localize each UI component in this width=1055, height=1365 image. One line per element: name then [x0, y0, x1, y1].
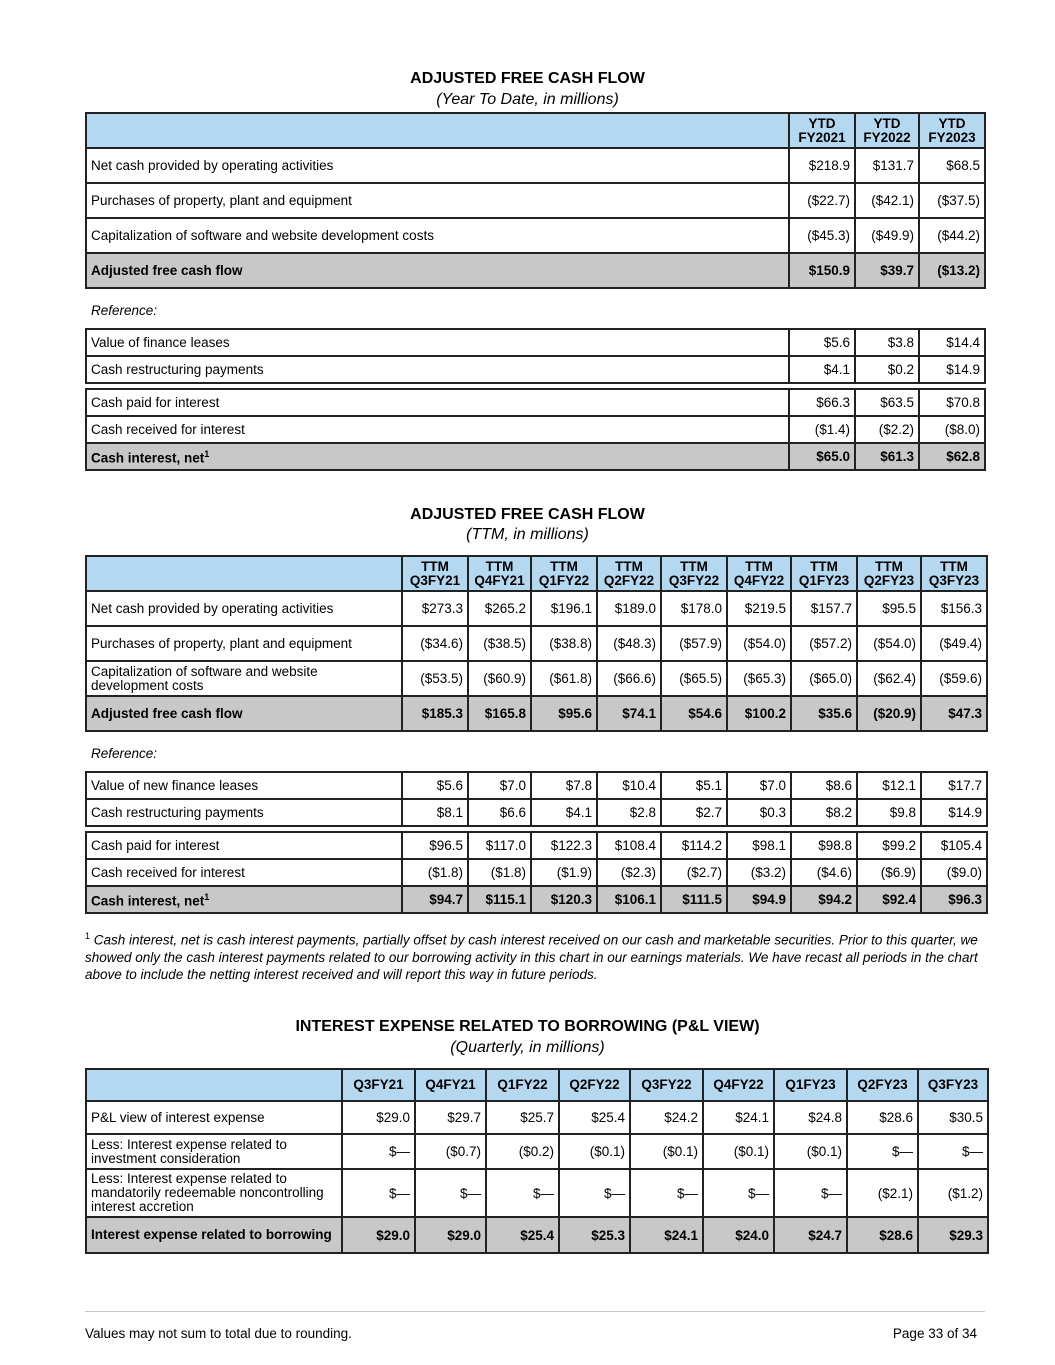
- value-cell: ($0.1): [630, 1134, 703, 1169]
- table-row: [86, 799, 987, 826]
- value-cell: $14.4: [919, 329, 985, 356]
- column-header-line: TTM: [745, 558, 773, 574]
- value-cell: $8.6: [791, 772, 857, 799]
- value-cell: $96.3: [921, 886, 987, 913]
- row-label-text: Net cash provided by operating activities: [91, 157, 334, 173]
- value-cell: $157.7: [791, 591, 857, 626]
- value-cell: $165.8: [468, 696, 531, 731]
- value-cell: $68.5: [919, 148, 985, 183]
- value-cell: $3.8: [855, 329, 919, 356]
- footnote-marker: 1: [85, 931, 91, 941]
- value-cell: ($66.6): [597, 661, 661, 696]
- value-cell: $74.1: [597, 696, 661, 731]
- ttm-table: [85, 555, 988, 732]
- row-label-text: Adjusted free cash flow: [91, 705, 243, 721]
- value-cell: ($49.4): [921, 626, 987, 661]
- row-label: [86, 696, 402, 731]
- value-cell: $47.3: [921, 696, 987, 731]
- column-header-line: TTM: [940, 558, 968, 574]
- value-cell: $—: [703, 1169, 774, 1217]
- column-header: [661, 556, 727, 591]
- value-cell: $117.0: [468, 832, 531, 859]
- ytd-title: ADJUSTED FREE CASH FLOW: [410, 70, 645, 87]
- row-label-text: Net cash provided by operating activities: [91, 600, 334, 616]
- row-label: [86, 626, 402, 661]
- value-cell: ($57.9): [661, 626, 727, 661]
- value-cell: $218.9: [789, 148, 855, 183]
- row-label-text: Adjusted free cash flow: [91, 262, 243, 278]
- column-header-line: TTM: [615, 558, 643, 574]
- value-cell: $65.0: [789, 443, 855, 470]
- value-cell: $98.1: [727, 832, 791, 859]
- value-cell: ($0.2): [486, 1134, 559, 1169]
- value-cell: $95.6: [531, 696, 597, 731]
- row-label: [86, 799, 402, 826]
- row-label-text: Cash restructuring payments: [91, 361, 264, 377]
- value-cell: $29.0: [342, 1217, 415, 1253]
- value-cell: ($0.1): [774, 1134, 847, 1169]
- column-header-line: YTD: [938, 115, 966, 131]
- value-cell: $24.1: [703, 1101, 774, 1134]
- value-cell: $92.4: [857, 886, 921, 913]
- table-row: [86, 218, 985, 253]
- column-header-line: FY2021: [798, 129, 846, 145]
- value-cell: $24.7: [774, 1217, 847, 1253]
- column-header-line: TTM: [810, 558, 838, 574]
- column-header-line: Q3FY23: [928, 572, 980, 588]
- column-header: [921, 556, 987, 591]
- value-cell: $96.5: [402, 832, 468, 859]
- row-label: [86, 443, 789, 470]
- value-cell: $94.2: [791, 886, 857, 913]
- column-header: [789, 113, 855, 148]
- value-cell: ($54.0): [727, 626, 791, 661]
- value-cell: ($0.7): [415, 1134, 486, 1169]
- value-cell: ($20.9): [857, 696, 921, 731]
- table-row: [86, 416, 985, 443]
- value-cell: ($45.3): [789, 218, 855, 253]
- value-cell: $106.1: [597, 886, 661, 913]
- column-header-line: Q2FY23: [863, 572, 915, 588]
- value-cell: ($2.7): [661, 859, 727, 886]
- value-cell: ($60.9): [468, 661, 531, 696]
- row-label: [86, 253, 789, 288]
- value-cell: ($22.7): [789, 183, 855, 218]
- table-row: [86, 859, 987, 886]
- column-header: [919, 113, 985, 148]
- value-cell: ($54.0): [857, 626, 921, 661]
- row-label-text: Less: Interest expense related to mandatorily redeemable noncontrolling interest accretion: [91, 1171, 324, 1214]
- row-label: [86, 356, 789, 383]
- column-header: [402, 556, 468, 591]
- value-cell: $—: [630, 1169, 703, 1217]
- value-cell: $—: [847, 1134, 918, 1169]
- table-row: [86, 1169, 988, 1217]
- value-cell: ($65.3): [727, 661, 791, 696]
- value-cell: ($2.3): [597, 859, 661, 886]
- value-cell: $—: [774, 1169, 847, 1217]
- column-header: Q1FY22: [486, 1069, 559, 1101]
- row-label-text: Cash restructuring payments: [91, 804, 264, 820]
- value-cell: $29.0: [415, 1217, 486, 1253]
- column-header-line: Q2FY22: [603, 572, 655, 588]
- value-cell: $—: [486, 1169, 559, 1217]
- row-label: [86, 329, 789, 356]
- value-cell: $6.6: [468, 799, 531, 826]
- row-label-text: Value of new finance leases: [91, 777, 259, 793]
- ytd-table: [85, 112, 986, 289]
- row-label: [86, 148, 789, 183]
- total-row: [86, 253, 985, 288]
- column-header-line: YTD: [873, 115, 901, 131]
- row-label: [86, 832, 402, 859]
- ttm-subtitle: (TTM, in millions): [466, 526, 589, 543]
- value-cell: $5.1: [661, 772, 727, 799]
- value-cell: $—: [342, 1169, 415, 1217]
- column-header-line: FY2023: [928, 129, 976, 145]
- table-row: [86, 832, 987, 859]
- column-header-line: Q1FY23: [798, 572, 850, 588]
- value-cell: $—: [559, 1169, 630, 1217]
- row-label: [86, 183, 789, 218]
- row-label: [86, 772, 402, 799]
- value-cell: $25.4: [559, 1101, 630, 1134]
- value-cell: $5.6: [402, 772, 468, 799]
- footnote: [85, 928, 990, 983]
- row-label: [86, 886, 402, 913]
- value-cell: $131.7: [855, 148, 919, 183]
- column-header: [531, 556, 597, 591]
- value-cell: ($65.5): [661, 661, 727, 696]
- column-header-line: TTM: [680, 558, 708, 574]
- value-cell: $94.7: [402, 886, 468, 913]
- value-cell: $24.0: [703, 1217, 774, 1253]
- value-cell: ($2.1): [847, 1169, 918, 1217]
- column-header-line: Q4FY21: [474, 572, 525, 588]
- table-row: [86, 329, 985, 356]
- value-cell: $14.9: [921, 799, 987, 826]
- value-cell: $189.0: [597, 591, 661, 626]
- column-header: [855, 113, 919, 148]
- row-label-text: Value of finance leases: [91, 334, 230, 350]
- value-cell: ($62.4): [857, 661, 921, 696]
- row-label-text: Less: Interest expense related to investment consideration: [91, 1136, 287, 1166]
- value-cell: ($38.8): [531, 626, 597, 661]
- value-cell: $115.1: [468, 886, 531, 913]
- table-row: [86, 626, 987, 661]
- column-header-line: Q3FY22: [668, 572, 720, 588]
- value-cell: $28.6: [847, 1101, 918, 1134]
- value-cell: $122.3: [531, 832, 597, 859]
- column-header-line: Q1FY22: [538, 572, 590, 588]
- value-cell: $8.1: [402, 799, 468, 826]
- column-header: [597, 556, 661, 591]
- value-cell: $35.6: [791, 696, 857, 731]
- value-cell: $8.2: [791, 799, 857, 826]
- value-cell: $—: [415, 1169, 486, 1217]
- value-cell: ($1.4): [789, 416, 855, 443]
- column-header-line: TTM: [485, 558, 514, 574]
- value-cell: $10.4: [597, 772, 661, 799]
- row-label: [86, 1169, 342, 1217]
- total-row: [86, 443, 985, 470]
- value-cell: $62.8: [919, 443, 985, 470]
- value-cell: ($48.3): [597, 626, 661, 661]
- value-cell: $4.1: [531, 799, 597, 826]
- value-cell: ($53.5): [402, 661, 468, 696]
- value-cell: ($4.6): [791, 859, 857, 886]
- value-cell: $120.3: [531, 886, 597, 913]
- column-header: Q1FY23: [774, 1069, 847, 1101]
- value-cell: $0.3: [727, 799, 791, 826]
- value-cell: $24.2: [630, 1101, 703, 1134]
- value-cell: ($1.8): [402, 859, 468, 886]
- row-label-text: Cash received for interest: [91, 421, 245, 437]
- footnote-text: Cash interest, net is cash interest payments, partially offset by cash interest received on our cash and marketable securities. Prior to this quarter, we showed only the cash interest payments related to our borrowing activity in this chart in our earnings materials. We have recast all periods in the chart above to include the netting interest received and will report this way in future periods.: [85, 932, 978, 982]
- column-header-line: YTD: [808, 115, 836, 131]
- ttm-reference-label: Reference:: [91, 746, 158, 761]
- value-cell: $111.5: [661, 886, 727, 913]
- value-cell: $14.9: [919, 356, 985, 383]
- value-cell: $70.8: [919, 389, 985, 416]
- value-cell: ($2.2): [855, 416, 919, 443]
- value-cell: $25.3: [559, 1217, 630, 1253]
- value-cell: $2.8: [597, 799, 661, 826]
- value-cell: $66.3: [789, 389, 855, 416]
- table-row: [86, 183, 985, 218]
- row-label: [86, 389, 789, 416]
- column-header: Q2FY23: [847, 1069, 918, 1101]
- value-cell: ($34.6): [402, 626, 468, 661]
- column-header: Q3FY23: [918, 1069, 988, 1101]
- value-cell: $114.2: [661, 832, 727, 859]
- value-cell: $108.4: [597, 832, 661, 859]
- value-cell: $29.7: [415, 1101, 486, 1134]
- footnote-ref: 1: [204, 449, 210, 460]
- value-cell: $150.9: [789, 253, 855, 288]
- column-header: [727, 556, 791, 591]
- value-cell: $4.1: [789, 356, 855, 383]
- value-cell: ($6.9): [857, 859, 921, 886]
- value-cell: ($1.8): [468, 859, 531, 886]
- value-cell: $9.8: [857, 799, 921, 826]
- row-label-text: Cash interest, net: [91, 893, 205, 909]
- value-cell: $25.4: [486, 1217, 559, 1253]
- total-row: [86, 1217, 988, 1253]
- footer-note: Values may not sum to total due to rounding.: [85, 1326, 352, 1341]
- column-header-line: Q3FY21: [409, 572, 461, 588]
- row-label-text: P&L view of interest expense: [91, 1109, 265, 1125]
- row-label: [86, 859, 402, 886]
- row-label: [86, 591, 402, 626]
- value-cell: $219.5: [727, 591, 791, 626]
- table-row: [86, 1134, 988, 1169]
- table-row: [86, 661, 987, 696]
- column-header-line: FY2022: [863, 129, 911, 145]
- value-cell: $17.7: [921, 772, 987, 799]
- value-cell: $95.5: [857, 591, 921, 626]
- column-header: Q2FY22: [559, 1069, 630, 1101]
- column-header-line: TTM: [421, 558, 449, 574]
- value-cell: ($3.2): [727, 859, 791, 886]
- value-cell: $7.0: [727, 772, 791, 799]
- value-cell: ($13.2): [919, 253, 985, 288]
- value-cell: $156.3: [921, 591, 987, 626]
- column-header: [468, 556, 531, 591]
- column-header: Q4FY21: [415, 1069, 486, 1101]
- value-cell: $—: [918, 1134, 988, 1169]
- value-cell: ($59.6): [921, 661, 987, 696]
- total-row: [86, 696, 987, 731]
- row-label-text: Interest expense related to borrowing: [91, 1227, 332, 1242]
- value-cell: $2.7: [661, 799, 727, 826]
- value-cell: $29.0: [342, 1101, 415, 1134]
- value-cell: $98.8: [791, 832, 857, 859]
- table-row: [86, 1101, 988, 1134]
- value-cell: $105.4: [921, 832, 987, 859]
- row-label: [86, 1134, 342, 1169]
- value-cell: ($9.0): [921, 859, 987, 886]
- value-cell: $7.8: [531, 772, 597, 799]
- ttm-title: ADJUSTED FREE CASH FLOW: [410, 506, 645, 523]
- value-cell: $54.6: [661, 696, 727, 731]
- row-label-text: Capitalization of software and website development costs: [91, 227, 434, 243]
- value-cell: $39.7: [855, 253, 919, 288]
- value-cell: ($42.1): [855, 183, 919, 218]
- value-cell: ($1.2): [918, 1169, 988, 1217]
- value-cell: $25.7: [486, 1101, 559, 1134]
- value-cell: $185.3: [402, 696, 468, 731]
- value-cell: $30.5: [918, 1101, 988, 1134]
- row-label-text: Purchases of property, plant and equipment: [91, 192, 352, 208]
- value-cell: ($61.8): [531, 661, 597, 696]
- value-cell: $63.5: [855, 389, 919, 416]
- value-cell: $7.0: [468, 772, 531, 799]
- ytd-subtitle: (Year To Date, in millions): [436, 91, 619, 108]
- value-cell: ($37.5): [919, 183, 985, 218]
- value-cell: $24.1: [630, 1217, 703, 1253]
- row-label: [86, 416, 789, 443]
- value-cell: ($49.9): [855, 218, 919, 253]
- value-cell: $273.3: [402, 591, 468, 626]
- value-cell: $—: [342, 1134, 415, 1169]
- page-number: Page 33 of 34: [892, 1326, 977, 1341]
- row-label: [86, 1101, 342, 1134]
- column-header: Q3FY22: [630, 1069, 703, 1101]
- value-cell: ($65.0): [791, 661, 857, 696]
- row-label-text: Purchases of property, plant and equipment: [91, 635, 352, 651]
- table-row: [86, 389, 985, 416]
- ytd-reference-table-b: [85, 388, 986, 471]
- column-header: [857, 556, 921, 591]
- value-cell: $265.2: [468, 591, 531, 626]
- column-header-line: TTM: [875, 558, 903, 574]
- value-cell: $196.1: [531, 591, 597, 626]
- ytd-reference-label: Reference:: [91, 303, 158, 318]
- interest-table: [85, 1068, 989, 1254]
- interest-title: INTEREST EXPENSE RELATED TO BORROWING (P&L VIEW): [295, 1018, 760, 1035]
- column-header-line: Q4FY22: [733, 572, 785, 588]
- row-label-text: Cash paid for interest: [91, 837, 220, 853]
- ttm-reference-table-a: [85, 771, 988, 827]
- row-label: [86, 1217, 342, 1253]
- value-cell: $24.8: [774, 1101, 847, 1134]
- value-cell: ($0.1): [559, 1134, 630, 1169]
- value-cell: $100.2: [727, 696, 791, 731]
- value-cell: $5.6: [789, 329, 855, 356]
- ytd-reference-table-a: [85, 328, 986, 384]
- row-label-text: Cash paid for interest: [91, 394, 220, 410]
- value-cell: $12.1: [857, 772, 921, 799]
- value-cell: $0.2: [855, 356, 919, 383]
- value-cell: ($57.2): [791, 626, 857, 661]
- table-row: [86, 772, 987, 799]
- value-cell: ($38.5): [468, 626, 531, 661]
- value-cell: ($0.1): [703, 1134, 774, 1169]
- column-header: Q3FY21: [342, 1069, 415, 1101]
- footer-divider: [85, 1311, 985, 1312]
- row-label: [86, 218, 789, 253]
- table-row: [86, 148, 985, 183]
- ttm-reference-table-b: [85, 831, 988, 914]
- row-label: [86, 661, 402, 696]
- table-row: [86, 356, 985, 383]
- row-label-text: Cash received for interest: [91, 864, 245, 880]
- column-header: [791, 556, 857, 591]
- value-cell: $178.0: [661, 591, 727, 626]
- column-header: Q4FY22: [703, 1069, 774, 1101]
- row-label-text: Capitalization of software and website development costs: [91, 663, 318, 693]
- table-row: [86, 591, 987, 626]
- value-cell: ($44.2): [919, 218, 985, 253]
- value-cell: $29.3: [918, 1217, 988, 1253]
- footnote-ref: 1: [204, 892, 210, 903]
- value-cell: ($8.0): [919, 416, 985, 443]
- total-row: [86, 886, 987, 913]
- column-header-line: TTM: [550, 558, 578, 574]
- value-cell: ($1.9): [531, 859, 597, 886]
- value-cell: $28.6: [847, 1217, 918, 1253]
- value-cell: $94.9: [727, 886, 791, 913]
- row-label-text: Cash interest, net: [91, 450, 205, 466]
- value-cell: $99.2: [857, 832, 921, 859]
- interest-subtitle: (Quarterly, in millions): [450, 1039, 605, 1056]
- value-cell: $61.3: [855, 443, 919, 470]
